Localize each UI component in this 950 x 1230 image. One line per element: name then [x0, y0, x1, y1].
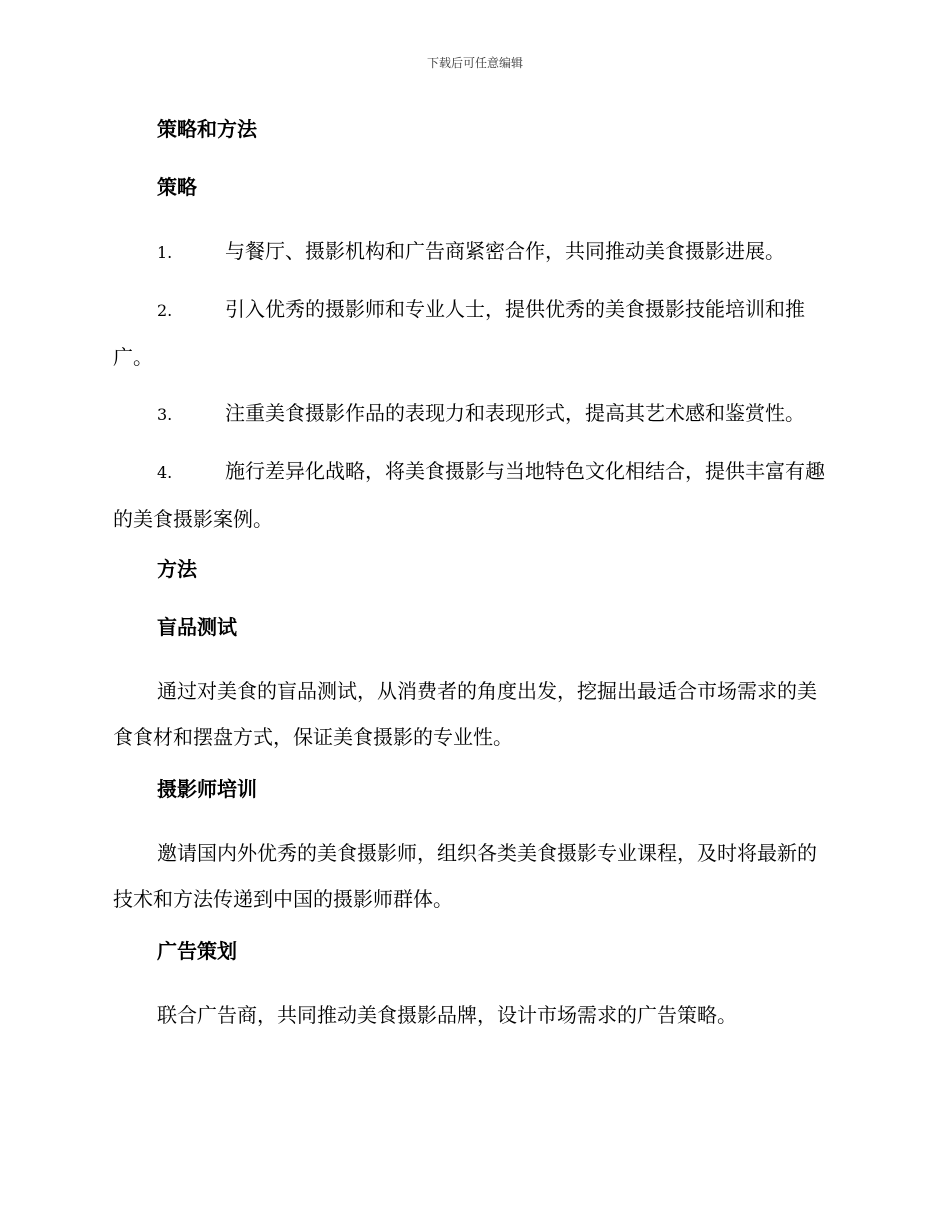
strategy-item [113, 286, 835, 380]
training-text: 邀请国内外优秀的美食摄影师，组织各类美食摄影专业课程，及时将最新的技术和方法传递到中国的摄影师群体。 [113, 841, 817, 911]
strategy-item-text: 与餐厅、摄影机构和广告商紧密合作，共同推动美食摄影进展。 [225, 239, 785, 263]
strategy-item [113, 390, 835, 438]
main-title: 策略和方法 [157, 117, 257, 141]
strategy-title: 策略 [157, 175, 197, 199]
header-note: 下载后可任意编辑 [426, 56, 523, 70]
blind-test-title: 盲品测试 [157, 615, 237, 639]
strategy-item-number: 1. [157, 243, 173, 262]
training-title: 摄影师培训 [157, 777, 257, 801]
strategy-item-number: 2. [157, 301, 173, 320]
strategy-item [113, 448, 835, 542]
strategy-item-number: 3. [157, 405, 173, 424]
ad-text: 联合广告商，共同推动美食摄影品牌，设计市场需求的广告策略。 [157, 1003, 737, 1027]
blind-test-text: 通过对美食的盲品测试，从消费者的角度出发，挖掘出最适合市场需求的美食食材和摆盘方式，保证美食摄影的专业性。 [113, 679, 817, 749]
ad-title: 广告策划 [157, 939, 237, 963]
strategy-item-text: 注重美食摄影作品的表现力和表现形式，提高其艺术感和鉴赏性。 [225, 401, 805, 425]
document-body [113, 112, 835, 1050]
strategy-item-text: 施行差异化战略，将美食摄影与当地特色文化相结合，提供丰富有趣的美食摄影案例。 [113, 459, 825, 531]
strategy-item [113, 228, 835, 276]
strategy-item-text: 引入优秀的摄影师和专业人士，提供优秀的美食摄影技能培训和推广。 [113, 297, 805, 369]
method-title: 方法 [157, 557, 197, 581]
strategy-item-number: 4. [157, 463, 173, 482]
